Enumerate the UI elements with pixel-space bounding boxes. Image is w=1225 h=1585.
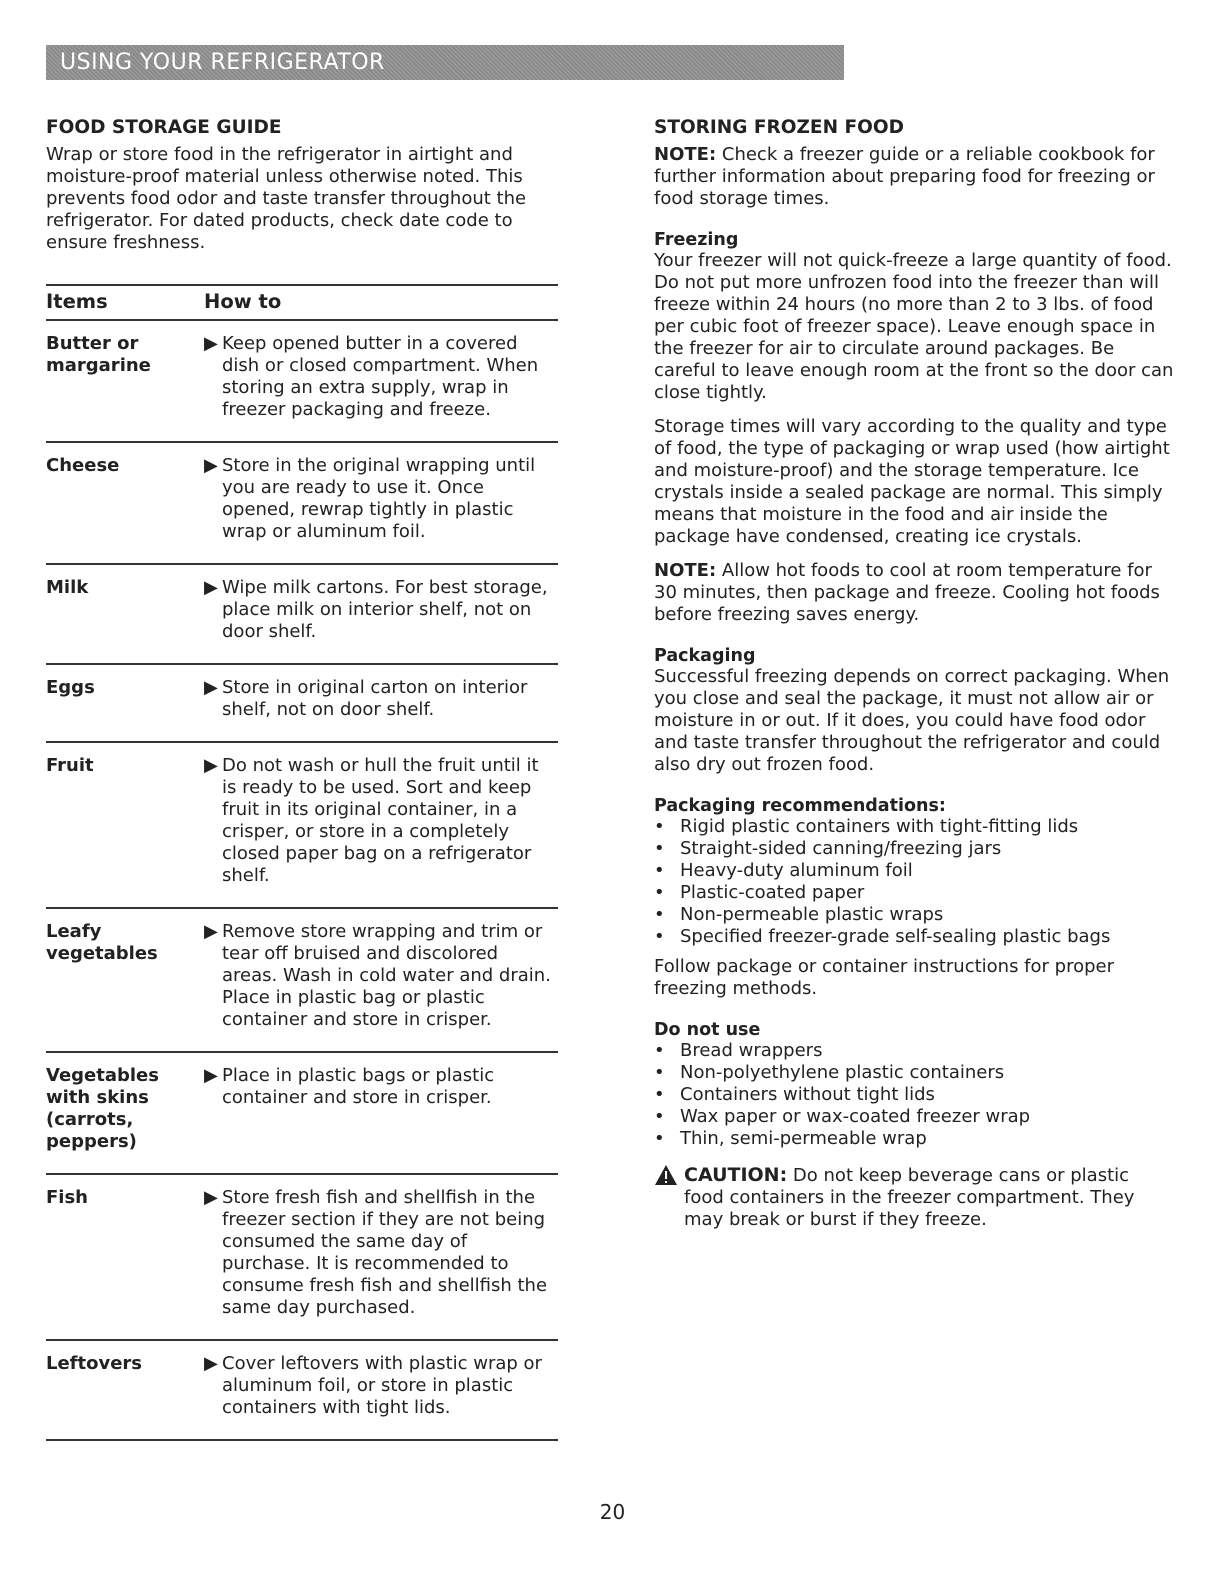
howto-cell: ▶ Store fresh fish and shellfish in the freezer section if they are not being consumed the same day of purchase. It is recommended to consume fresh fish and shellfish the same day purchased.: [204, 1174, 558, 1340]
packaging-recommendations-heading: Packaging recommendations:: [654, 796, 946, 816]
note-paragraph: [654, 560, 1174, 626]
caution-block: [654, 1164, 1174, 1231]
packaging-heading: Packaging: [654, 646, 756, 666]
howto-cell: ▶ Keep opened butter in a covered dish or closed compartment. When storing an extra supply, wrap in freezer packaging and freeze.: [204, 320, 558, 442]
note-text: Allow hot foods to cool at room temperature for 30 minutes, then package and freeze. Cooling hot foods before freezing saves energy.: [654, 560, 1160, 625]
food-storage-guide-column: [46, 117, 558, 1441]
caution-label: CAUTION:: [684, 1164, 788, 1186]
item-cell: Milk: [46, 564, 204, 664]
item-cell: Leftovers: [46, 1340, 204, 1440]
list-item: • Straight-sided canning/freezing jars: [654, 838, 1174, 860]
arrow-right-icon: ▶: [204, 921, 218, 942]
freezing-paragraph-1: Your freezer will not quick-freeze a large quantity of food. Do not put more unfrozen food into the freezer than will freeze within 24 hours (no more than 2 to 3 lbs. of food per cubic foot of freezer space). Leave enough space in the freezer for air to circulate around packages. Be careful to leave enough room at the front so the door can close tightly.: [654, 250, 1174, 403]
table-row: [46, 1174, 558, 1340]
howto-cell: ▶ Place in plastic bags or plastic container and store in crisper.: [204, 1052, 558, 1174]
arrow-right-icon: ▶: [204, 577, 218, 598]
table-row: [46, 320, 558, 442]
items-column-header: Items: [46, 285, 204, 320]
item-cell: Leafy vegetables: [46, 908, 204, 1052]
item-cell: Fish: [46, 1174, 204, 1340]
freezing-heading: Freezing: [654, 230, 739, 250]
page-number: 20: [599, 1500, 626, 1524]
list-item: • Wax paper or wax-coated freezer wrap: [654, 1106, 1174, 1128]
freezing-paragraph-2: Storage times will vary according to the quality and type of food, the type of packaging or wrap used (how airtight and moisture-proof) and the storage temperature. Ice crystals inside a sealed package are normal. This simply means that moisture in the food and air inside the package have condensed, creating ice crystals.: [654, 416, 1170, 547]
note-text: Check a freezer guide or a reliable cookbook for further information about preparing food for freezing or food storage times.: [654, 144, 1155, 209]
section-banner: USING YOUR REFRIGERATOR: [46, 45, 844, 80]
warning-triangle-icon: [654, 1164, 684, 1231]
list-item: • Heavy-duty aluminum foil: [654, 860, 1174, 882]
table-row: [46, 908, 558, 1052]
arrow-right-icon: ▶: [204, 1187, 218, 1208]
follow-instructions-paragraph: Follow package or container instructions for proper freezing methods.: [654, 956, 1114, 999]
howto-cell: ▶ Store in the original wrapping until you are ready to use it. Once opened, rewrap tightly in plastic wrap or aluminum foil.: [204, 442, 558, 564]
food-storage-table: [46, 284, 558, 1441]
table-row: [46, 664, 558, 742]
item-cell: Vegetables with skins (carrots, peppers): [46, 1052, 204, 1174]
list-item: • Thin, semi-permeable wrap: [654, 1128, 1174, 1150]
arrow-right-icon: ▶: [204, 455, 218, 476]
howto-cell: ▶ Cover leftovers with plastic wrap or aluminum foil, or store in plastic containers with tight lids.: [204, 1340, 558, 1440]
table-row: [46, 442, 558, 564]
table-header-row: [46, 285, 558, 320]
arrow-right-icon: ▶: [204, 677, 218, 698]
list-item: • Plastic-coated paper: [654, 882, 1174, 904]
howto-cell: ▶ Store in original carton on interior shelf, not on door shelf.: [204, 664, 558, 742]
list-item: • Non-permeable plastic wraps: [654, 904, 1174, 926]
howto-cell: ▶ Remove store wrapping and trim or tear off bruised and discolored areas. Wash in cold water and drain. Place in plastic bag or plastic container and store in crisper.: [204, 908, 558, 1052]
item-cell: Eggs: [46, 664, 204, 742]
food-storage-intro: Wrap or store food in the refrigerator in airtight and moisture-proof material unless otherwise noted. This prevents food odor and taste transfer throughout the refrigerator. For dated products, check date code to ensure freshness.: [46, 144, 527, 253]
list-item: • Bread wrappers: [654, 1040, 1174, 1062]
note-label: NOTE:: [654, 144, 717, 165]
list-item: • Containers without tight lids: [654, 1084, 1174, 1106]
do-not-use-list: [654, 1040, 1174, 1150]
note-paragraph: [654, 144, 1174, 210]
packaging-recommendations-list: [654, 816, 1174, 948]
note-label: NOTE:: [654, 560, 717, 581]
storing-frozen-food-column: [654, 117, 1174, 1231]
howto-column-header: How to: [204, 285, 558, 320]
arrow-right-icon: ▶: [204, 1353, 218, 1374]
table-row: [46, 1052, 558, 1174]
list-item: • Non-polyethylene plastic containers: [654, 1062, 1174, 1084]
arrow-right-icon: ▶: [204, 333, 218, 354]
arrow-right-icon: ▶: [204, 1065, 218, 1086]
food-storage-guide-heading: FOOD STORAGE GUIDE: [46, 117, 282, 138]
item-cell: Butter or margarine: [46, 320, 204, 442]
caution-text: Do not keep beverage cans or plastic food containers in the freezer compartment. They may break or burst if they freeze.: [684, 1165, 1135, 1230]
howto-cell: ▶ Do not wash or hull the fruit until it is ready to be used. Sort and keep fruit in its original container, in a crisper, or store in a completely closed paper bag on a refrigerator shelf.: [204, 742, 558, 908]
table-row: [46, 564, 558, 664]
table-row: [46, 742, 558, 908]
item-cell: Cheese: [46, 442, 204, 564]
list-item: • Specified freezer-grade self-sealing plastic bags: [654, 926, 1174, 948]
item-cell: Fruit: [46, 742, 204, 908]
packaging-paragraph: Successful freezing depends on correct packaging. When you close and seal the package, it must not allow air or moisture in or out. If it does, you could have food odor and taste transfer throughout the refrigerator and could also dry out frozen food.: [654, 666, 1170, 775]
howto-cell: ▶ Wipe milk cartons. For best storage, place milk on interior shelf, not on door shelf.: [204, 564, 558, 664]
do-not-use-heading: Do not use: [654, 1020, 761, 1040]
storing-frozen-food-heading: STORING FROZEN FOOD: [654, 117, 904, 138]
list-item: • Rigid plastic containers with tight-fitting lids: [654, 816, 1174, 838]
arrow-right-icon: ▶: [204, 755, 218, 776]
caution-text-block: [684, 1164, 1174, 1231]
table-row: [46, 1340, 558, 1440]
